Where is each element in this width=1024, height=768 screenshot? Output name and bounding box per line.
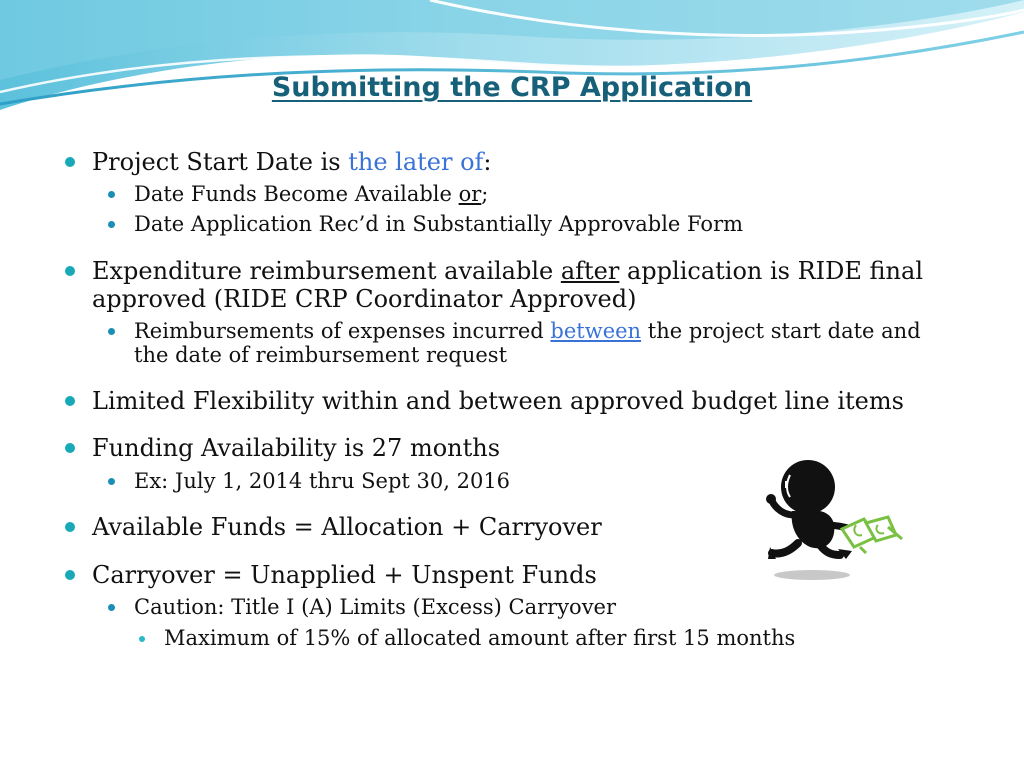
underlined-text: after <box>560 257 620 285</box>
bullet-dot-icon <box>65 570 75 580</box>
sub-bullet-application-received <box>134 212 954 236</box>
sub-bullet-caution <box>134 595 954 619</box>
between-link[interactable]: between <box>550 319 642 343</box>
bullet-dot-icon <box>108 221 115 228</box>
bullet-expenditure-reimbursement <box>92 257 952 313</box>
sub-bullet-reimbursements <box>134 319 954 367</box>
bullet-text: Date Application Rec’d in Substantially Approvable Form <box>134 212 744 236</box>
bullet-text: Date Funds Become Available <box>134 182 459 206</box>
bullet-dot-icon <box>65 266 75 276</box>
bullet-dot-icon <box>65 443 75 453</box>
sub-bullet-funds-available <box>134 182 954 206</box>
bullet-limited-flexibility <box>92 387 952 415</box>
slide-title: Submitting the CRP Application <box>271 72 753 103</box>
bullet-dot-icon <box>65 396 75 406</box>
bullet-text: Carryover = Unapplied + Unspent Funds <box>92 561 597 589</box>
bullet-text: Funding Availability is 27 months <box>92 434 501 462</box>
bullet-dot-icon <box>108 328 115 335</box>
running-man-with-money-icon <box>760 455 910 585</box>
bullet-text: Expenditure reimbursement available <box>92 257 561 285</box>
bullet-dot-icon <box>108 478 115 485</box>
bullet-text: Reimbursements of expenses incurred <box>134 319 551 343</box>
bullet-dot-icon <box>65 157 75 167</box>
bullet-text: ; <box>481 182 489 206</box>
bullet-dot-icon <box>108 191 115 198</box>
bullet-text: Maximum of 15% of allocated amount after first 15 months <box>164 626 796 650</box>
bullet-text: Available Funds = Allocation + Carryover <box>92 513 602 541</box>
bullet-dot-icon <box>139 636 145 642</box>
bullet-dot-icon <box>108 604 115 611</box>
bullet-project-start-date <box>92 148 952 176</box>
bullet-text: Project Start Date is <box>92 148 349 176</box>
bullet-text: Caution: Title I (A) Limits (Excess) Carryover <box>134 595 617 619</box>
underlined-text: or <box>458 182 482 206</box>
bullet-text: Ex: July 1, 2014 thru Sept 30, 2016 <box>134 469 511 493</box>
bullet-dot-icon <box>65 522 75 532</box>
bullet-text: : <box>483 148 492 176</box>
sub-sub-bullet-maximum <box>164 626 964 650</box>
highlight-text: the later of <box>348 148 484 176</box>
bullet-text: Limited Flexibility within and between approved budget line items <box>92 387 904 415</box>
bullet-text: the project start date and the date of reimbursement request <box>134 319 921 367</box>
bullet-text: application is RIDE final approved (RIDE CRP Coordinator Approved) <box>92 257 923 313</box>
